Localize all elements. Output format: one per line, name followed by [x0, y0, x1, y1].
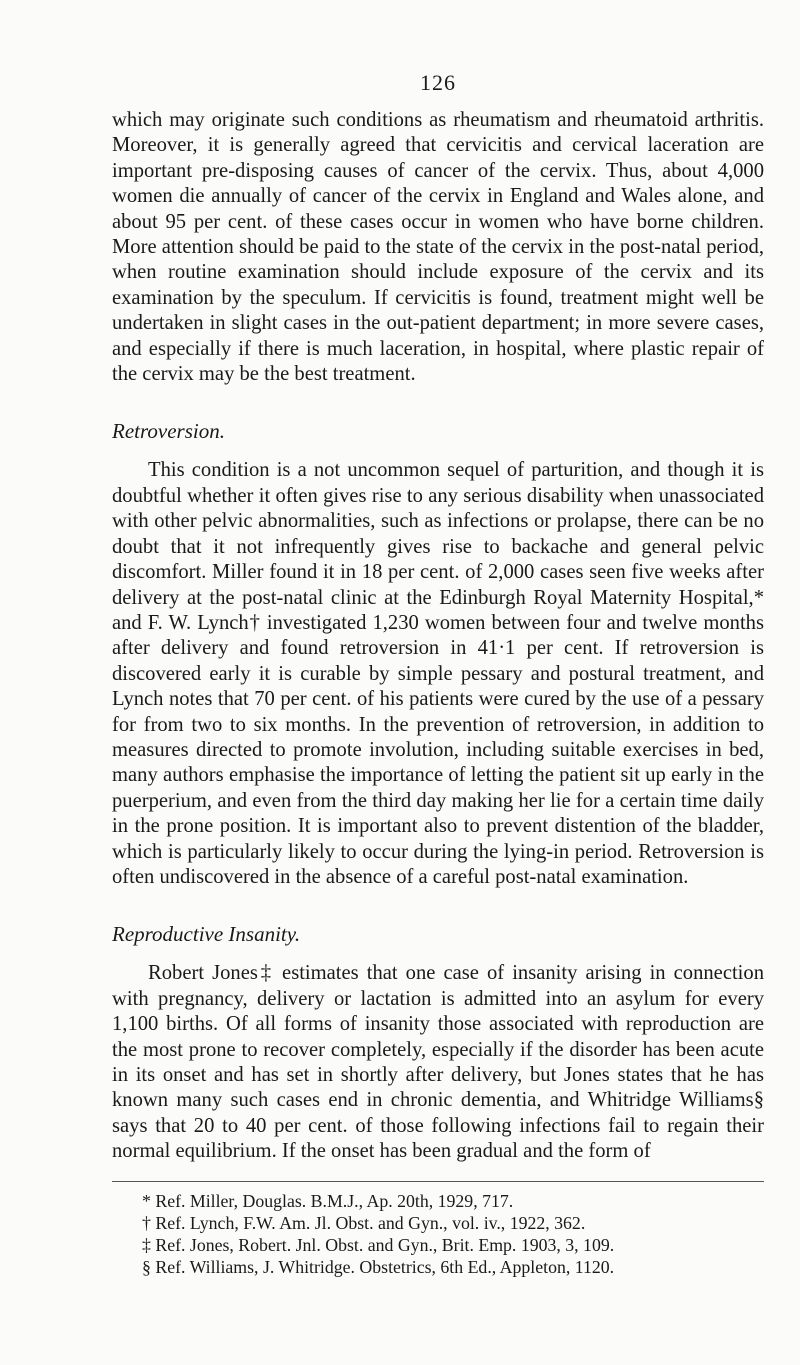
footnote-lynch: † Ref. Lynch, F.W. Am. Jl. Obst. and Gyn., vol. iv., 1922, 362. [142, 1212, 586, 1233]
footnote-miller: * Ref. Miller, Douglas. B.M.J., Ap. 20th, 1929, 717. [142, 1190, 514, 1211]
paragraph-reproductive-insanity: Robert Jones‡ estimates that one case of insanity arising in connection with pregnancy, delivery or lactation is admitted into an asylum for every 1,100 births. Of all forms of insanity those associated with reproduction are the most prone to recover completely, especially if the disorder has been acute in its onset and has set in shortly after delivery, but Jones states that he has known many such cases end in chronic dementia, and Whitridge Williams§ says that 20 to 40 per cent. of those following infections fail to regain their normal equilibrium. If the onset has been gradual and the form of [112, 962, 764, 1163]
paragraph-cervix: which may originate such conditions as rheumatism and rheumatoid arthritis. Moreover, it is generally agreed that cervicitis and cervical laceration are important pre-disposing causes of cancer of the cervix. Thus, about 4,000 women die annually of cancer of the cervix in England and Wales alone, and about 95 per cent. of these cases occur in women who have borne children. More attention should be paid to the state of the cervix in the post-natal period, when routine examination should include exposure of the cervix and its examination by the speculum. If cervicitis is found, treatment might well be undertaken in slight cases in the out-patient department; in more severe cases, and especially if there is much laceration, in hospital, where plastic repair of the cervix may be the best treatment. [112, 109, 764, 386]
heading-reproductive-insanity: Reproductive Insanity. [112, 922, 301, 947]
page-number: 126 [420, 70, 456, 95]
footnote-divider [112, 1181, 764, 1182]
heading-retroversion: Retroversion. [112, 419, 225, 444]
paragraph-retroversion: This condition is a not uncommon sequel of parturition, and though it is doubtful whether it often gives rise to any serious disability when unassociated with other pelvic abnormalities, such as infections or prolapse, there can be no doubt that it not infrequently gives rise to backache and general pelvic discomfort. Miller found it in 18 per cent. of 2,000 cases seen five weeks after delivery at the post-natal clinic at the Edinburgh Royal Maternity Hospital,* and F. W. Lynch† investigated 1,230 women between four and twelve months after delivery and found retroversion in 41·1 per cent. If retroversion is discovered early it is curable by simple pessary and postural treatment, and Lynch notes that 70 per cent. of his patients were cured by the use of a pessary for from two to six months. In the prevention of retroversion, in addition to measures directed to promote involution, including suitable exercises in bed, many authors emphasise the importance of letting the patient sit up early in the puerperium, and even from the third day making her lie for a certain time daily in the prone position. It is important also to prevent distention of the bladder, which is particularly likely to occur during the lying-in period. Retroversion is often undiscovered in the absence of a careful post-natal examination. [112, 459, 764, 888]
footnote-jones: ‡ Ref. Jones, Robert. Jnl. Obst. and Gyn., Brit. Emp. 1903, 3, 109. [142, 1234, 615, 1255]
footnote-williams: § Ref. Williams, J. Whitridge. Obstetrics, 6th Ed., Appleton, 1120. [142, 1256, 615, 1277]
